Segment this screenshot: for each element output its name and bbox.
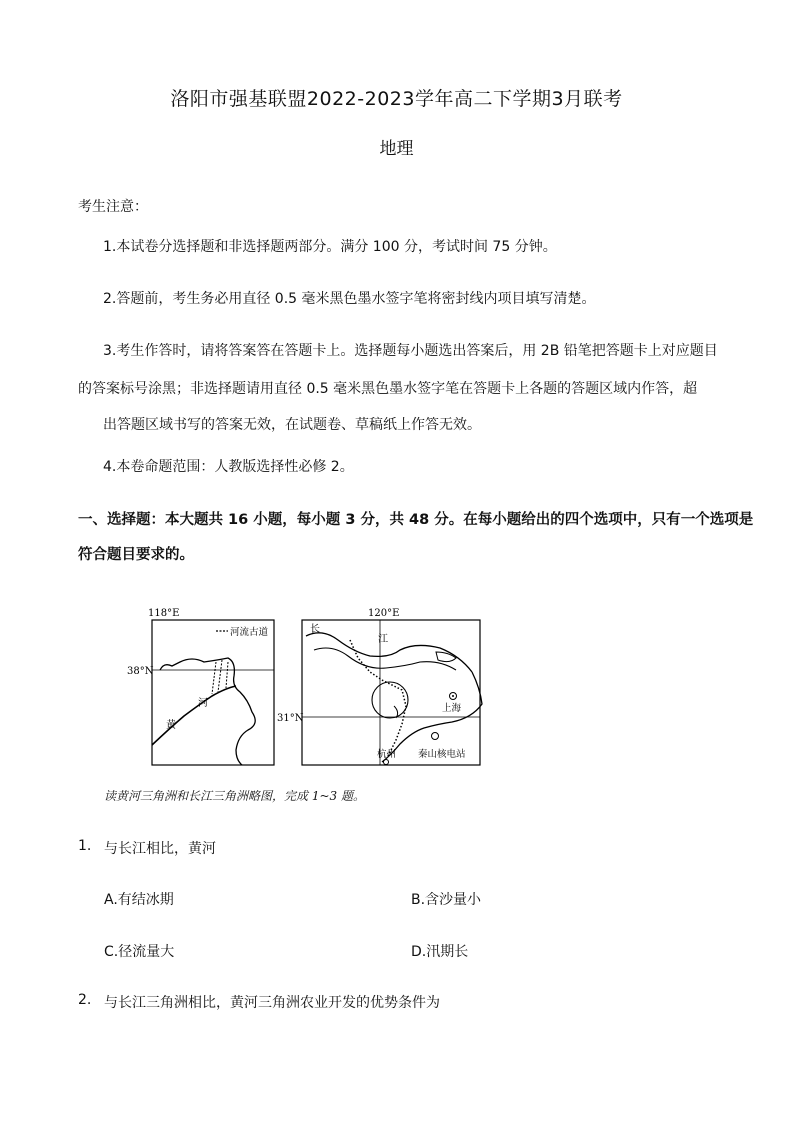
question-1-option-a[interactable]: A.有结冰期 bbox=[104, 892, 174, 908]
lat-label-38: 38°N bbox=[127, 666, 154, 677]
notice-item-3-line-2: 的答案标号涂黑；非选择题请用直径 0.5 毫米黑色墨水签字笔在答题卡上各题的答题区域内作答，超 bbox=[78, 381, 698, 397]
question-2-text: 与长江三角洲相比，黄河三角洲农业开发的优势条件为 bbox=[104, 995, 440, 1011]
river-label-jiang: 江 bbox=[378, 634, 388, 645]
station-qinshan: 秦山核电站 bbox=[418, 749, 466, 760]
yangtze-river-delta-map bbox=[277, 608, 482, 765]
lat-label-31: 31°N bbox=[277, 713, 304, 724]
river-label-he: 河 bbox=[198, 698, 208, 709]
notice-item-3-line-3: 出答题区域书写的答案无效，在试题卷、草稿纸上作答无效。 bbox=[103, 417, 481, 433]
lon-label-120: 120°E bbox=[368, 608, 400, 619]
delta-maps-figure bbox=[100, 600, 500, 780]
lon-label-118: 118°E bbox=[148, 608, 180, 619]
question-1-option-c[interactable]: C.径流量大 bbox=[104, 944, 175, 960]
yellow-river-delta-map bbox=[127, 608, 274, 765]
notice-heading: 考生注意： bbox=[78, 199, 148, 215]
question-1-option-b[interactable]: B.含沙量小 bbox=[411, 892, 482, 908]
river-label-huang: 黄 bbox=[166, 720, 176, 731]
notice-item-3-line-1: 3.考生作答时，请将答案答在答题卡上。选择题每小题选出答案后，用 2B 铅笔把答题卡上对应题目 bbox=[103, 343, 718, 359]
section-1-heading: 一、选择题：本大题共 16 小题，每小题 3 分，共 48 分。在每小题给出的四个选项中，只有一个选项是 bbox=[78, 512, 754, 528]
notice-item-4: 4.本卷命题范围：人教版选择性必修 2。 bbox=[103, 459, 354, 475]
question-1-option-d[interactable]: D.汛期长 bbox=[411, 944, 469, 960]
exam-title: 洛阳市强基联盟2022-2023学年高二下学期3月联考 bbox=[170, 88, 623, 110]
notice-item-2: 2.答题前，考生务必用直径 0.5 毫米黑色墨水签字笔将密封线内项目填写清楚。 bbox=[103, 291, 596, 307]
figure-caption: 读黄河三角洲和长江三角洲略图，完成 1~3 题。 bbox=[104, 789, 365, 803]
exam-subject: 地理 bbox=[379, 139, 414, 159]
question-1-text: 与长江相比，黄河 bbox=[104, 841, 216, 857]
notice-item-1: 1.本试卷分选择题和非选择题两部分。满分 100 分，考试时间 75 分钟。 bbox=[103, 239, 557, 255]
question-1-number: 1. bbox=[78, 838, 92, 854]
question-2-number: 2. bbox=[78, 992, 92, 1008]
section-1-heading-cont: 符合题目要求的。 bbox=[78, 547, 194, 563]
city-shanghai: 上海 bbox=[442, 703, 462, 714]
city-hangzhou: 杭州 bbox=[377, 749, 397, 760]
legend-ancient-river: 河流古道 bbox=[230, 627, 269, 638]
river-label-chang: 长 bbox=[310, 624, 320, 635]
